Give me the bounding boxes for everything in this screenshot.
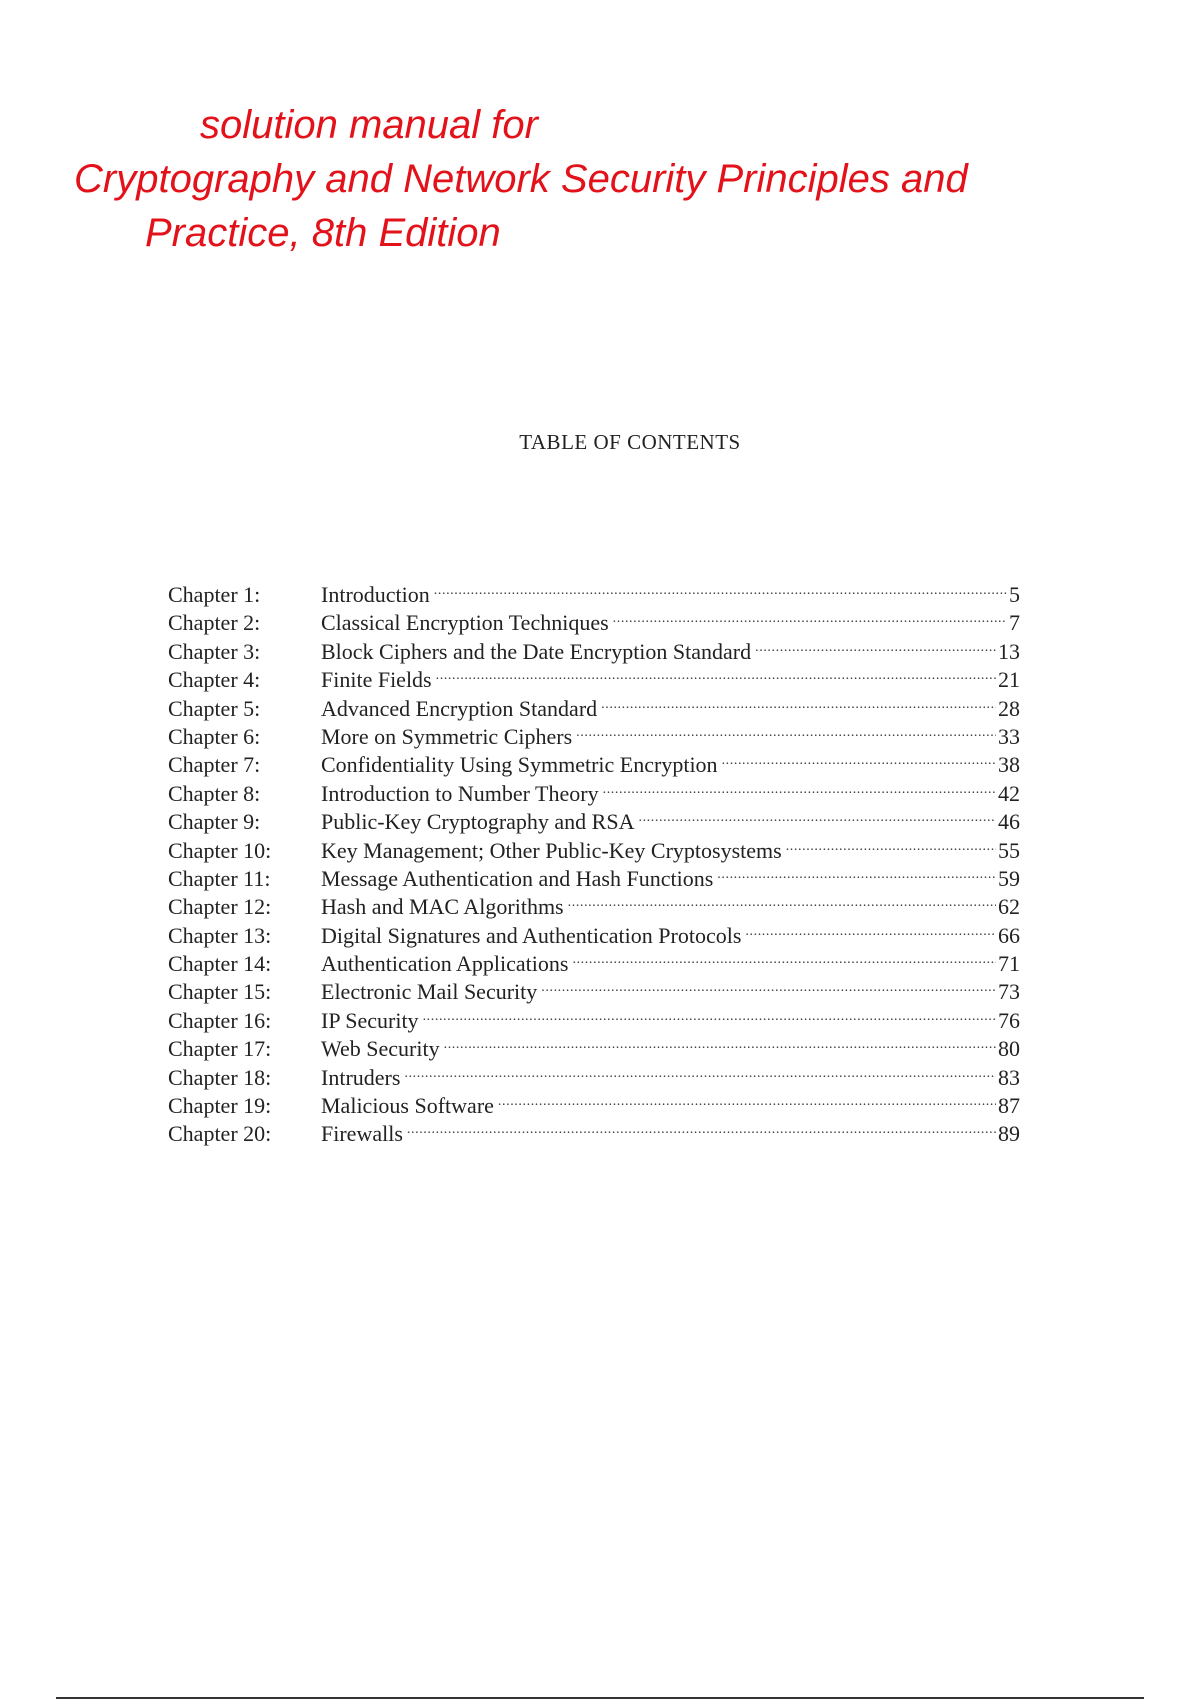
toc-chapter-title: More on Symmetric Ciphers (321, 723, 573, 749)
toc-dot-leader (613, 602, 1007, 630)
toc-chapter-number: Chapter 5: (168, 695, 261, 721)
toc-page-number: 46 (998, 809, 1020, 835)
toc-chapter-title: Electronic Mail Security (321, 979, 538, 1005)
toc-chapter-number: Chapter 16: (168, 1007, 272, 1033)
toc-dot-leader (498, 1085, 996, 1113)
toc-chapter-number: Chapter 4: (168, 667, 261, 693)
toc-chapter-number: Chapter 7: (168, 752, 261, 778)
toc-chapter-number: Chapter 20: (168, 1121, 272, 1147)
toc-chapter-title: Key Management; Other Public-Key Cryptosystems (321, 837, 782, 863)
toc-chapter-title: Block Ciphers and the Date Encryption Standard (321, 638, 752, 664)
toc-chapter-title: Intruders (321, 1064, 401, 1090)
toc-page-number: 42 (998, 780, 1020, 806)
toc-page-number: 66 (998, 922, 1020, 948)
toc-page-number: 59 (998, 865, 1020, 891)
toc-dot-leader (423, 1000, 996, 1028)
toc-chapter-number: Chapter 11: (168, 865, 271, 891)
toc-chapter-number: Chapter 17: (168, 1036, 272, 1062)
toc-page-number: 28 (998, 695, 1020, 721)
toc-chapter-number: Chapter 18: (168, 1064, 272, 1090)
toc-dot-leader (576, 716, 996, 744)
toc-chapter-title: Hash and MAC Algorithms (321, 894, 564, 920)
toc-page-number: 76 (998, 1007, 1020, 1033)
toc-chapter-title: Message Authentication and Hash Functions (321, 865, 714, 891)
toc-chapter-number: Chapter 2: (168, 610, 261, 636)
toc-chapter-title: Introduction (321, 582, 430, 607)
toc-page-number: 5 (1009, 582, 1020, 607)
toc-dot-leader (755, 631, 996, 659)
toc-chapter-title: Authentication Applications (321, 951, 569, 977)
toc-chapter-title: Web Security (321, 1036, 440, 1062)
toc-chapter-number: Chapter 15: (168, 979, 272, 1005)
toc-chapter-title: Public-Key Cryptography and RSA (321, 809, 635, 835)
toc-page-number: 33 (998, 723, 1020, 749)
toc-dot-leader (722, 744, 996, 772)
toc-page-number: 38 (998, 752, 1020, 778)
toc-dot-leader (404, 1057, 996, 1085)
toc-dot-leader (444, 1028, 996, 1056)
toc-chapter-number: Chapter 8: (168, 780, 261, 806)
page-bottom-rule (56, 1697, 1144, 1699)
toc-chapter-title: Digital Signatures and Authentication Protocols (321, 922, 742, 948)
toc-dot-leader (436, 659, 996, 687)
toc-chapter-number: Chapter 14: (168, 951, 272, 977)
toc-page-number: 62 (998, 894, 1020, 920)
toc-page-number: 87 (998, 1093, 1020, 1119)
toc-chapter-title: Introduction to Number Theory (321, 780, 599, 806)
toc-dot-leader (603, 773, 996, 801)
toc-chapter-number: Chapter 10: (168, 837, 272, 863)
toc-chapter-title: IP Security (321, 1007, 419, 1033)
toc-page-number: 21 (998, 667, 1020, 693)
toc-chapter-number: Chapter 3: (168, 638, 261, 664)
toc-chapter-number: Chapter 12: (168, 894, 272, 920)
toc-dot-leader (572, 943, 996, 971)
toc-page-number: 73 (998, 979, 1020, 1005)
toc-chapter-title: Firewalls (321, 1121, 403, 1147)
toc-dot-leader (601, 688, 996, 716)
toc-dot-leader (434, 574, 1007, 602)
toc-chapter-title: Classical Encryption Techniques (321, 610, 609, 636)
toc-chapter-number: Chapter 6: (168, 723, 261, 749)
toc-chapter-number: Chapter 9: (168, 809, 261, 835)
toc-dot-leader (745, 915, 996, 943)
toc-chapter-title: Advanced Encryption Standard (321, 695, 598, 721)
title-line: solution manual for (200, 103, 538, 147)
toc-chapter-number: Chapter 13: (168, 922, 272, 948)
toc-dot-leader (786, 830, 996, 858)
toc-page-number: 7 (1009, 610, 1020, 636)
toc-chapter-number: Chapter 19: (168, 1093, 272, 1119)
toc-chapter-number: Chapter 1: (168, 582, 261, 607)
title-line: Practice, 8th Edition (145, 211, 501, 255)
toc-page-number: 13 (998, 638, 1020, 664)
table-of-contents (168, 574, 1020, 1147)
toc-dot-leader (407, 1113, 996, 1141)
toc-dot-leader (638, 801, 996, 829)
toc-dot-leader (541, 971, 996, 999)
toc-page-number: 89 (998, 1121, 1020, 1147)
toc-chapter-title: Malicious Software (321, 1093, 494, 1119)
toc-chapter-title: Confidentiality Using Symmetric Encryption (321, 752, 718, 778)
toc-dot-leader (568, 886, 996, 914)
toc-page-number: 80 (998, 1036, 1020, 1062)
toc-dot-leader (717, 858, 996, 886)
toc-page-number: 71 (998, 951, 1020, 977)
toc-entry[interactable] (168, 574, 1020, 607)
toc-page-number: 55 (998, 837, 1020, 863)
toc-page-number: 83 (998, 1064, 1020, 1090)
title-line: Cryptography and Network Security Principles and (74, 157, 968, 201)
toc-chapter-title: Finite Fields (321, 667, 432, 693)
toc-heading: TABLE OF CONTENTS (519, 430, 741, 454)
